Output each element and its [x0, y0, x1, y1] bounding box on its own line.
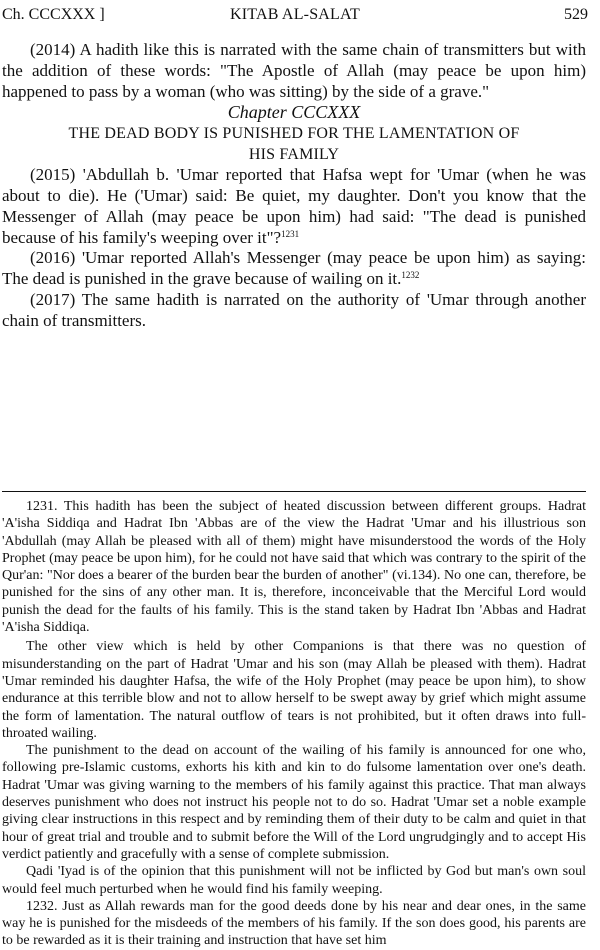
- running-header: [2, 6, 588, 24]
- main-text: [2, 40, 586, 332]
- section-title: THE DEAD BODY IS PUNISHED FOR THE LAMENTATION OF HIS FAMILY: [68, 125, 520, 164]
- footnote-1232-paragraph-1: 1232. Just as Allah rewards man for the good deeds done by his near and dear ones, in the same way he is punished for the misdeeds of the members of his family. If the son does good, his parents are to be rewarded as it is their training and instruction that have set him: [2, 898, 586, 949]
- footnote-ref-1231: 1231: [281, 228, 300, 239]
- hadith-2016: [2, 248, 586, 290]
- footnote-1231-paragraph-4: Qadi 'Iyad is of the opinion that this punishment will not be inflicted by God but man's own soul would feel much perturbed when he would find his family weeping.: [2, 864, 586, 897]
- hadith-2016-text: (2016) 'Umar reported Allah's Messenger (may peace be upon him) as saying: The dead is punished in the grave because of wailing on it.: [2, 248, 586, 289]
- footnote-1231-paragraph-3: The punishment to the dead on account of the wailing of his family is announced for one who, following pre-Islamic customs, exhorts his kith and kin to do fulsome lamentation over one's death. Hadrat 'Umar was giving warning to the members of his family against this practice. That man always deserves punishment who does not instruct his people not to do so. Hadrat 'Umar set a noble example giving clear instructions in this respect and by reminding them of their duty to be calm and quiet in that hour of great trial and trouble and to submit before the Will of the Lord ungrudgingly and to accept His verdict patiently and gracefully with a sense of complete submission.: [2, 743, 586, 862]
- footnote-ref-1232: 1232: [401, 270, 420, 281]
- chapter-heading: Chapter CCCXXX: [227, 102, 361, 123]
- hadith-2015: [2, 165, 586, 248]
- footnotes-section: [2, 491, 586, 950]
- chapter-reference: Ch. CCCXXX ]: [2, 6, 105, 23]
- page-number: 529: [564, 6, 588, 23]
- hadith-2014: (2014) A hadith like this is narrated with the same chain of transmitters but with the addition of these words: "The Apostle of Allah (may peace be upon him) happened to pass by a woman (who was sitting) by the side of a grave.": [2, 40, 586, 101]
- footnote-1231-paragraph-1: 1231. This hadith has been the subject of heated discussion between different groups. Hadrat 'A'isha Siddiqa and Hadrat Ibn 'Abbas are of the view the Hadrat 'Umar and his illustrious son 'Abdullah (may Allah be pleased with all of them) might have misunderstood the words of the Holy Prophet (may peace be upon him), for he could not have said that which was contrary to the spirit of the Qur'an: "Nor does a bearer of the burden bear the burden of another" (vi.134). No one can, therefore, be punished for the sins of any other man. It is, therefore, inconceivable that the Merciful Lord would punish the dead for the faults of his family. This is the stand taken by Hadrat Ibn 'Abbas and Hadrat 'A'isha Siddiqa.: [2, 499, 586, 636]
- book-title: KITAB AL-SALAT: [230, 6, 360, 23]
- footnote-1231-paragraph-2: The other view which is held by other Companions is that there was no question of misunderstanding on the part of Hadrat 'Umar and his son (may Allah be pleased with them). Hadrat 'Umar reminded his daughter Hafsa, the wife of the Holy Prophet (may peace be upon him), to show endurance at this terrible blow and not to allow herself to be swept away by grief which might assume the form of lamentation. The natural outflow of tears is not prohibited, but it often draws into full-throated wailing.: [2, 639, 586, 741]
- hadith-2017: (2017) The same hadith is narrated on the authority of 'Umar through another chain of transmitters.: [2, 289, 586, 330]
- hadith-2015-text: (2015) 'Abdullah b. 'Umar reported that Hafsa wept for 'Umar (when he was about to die). He ('Umar) said: Be quiet, my daughter. Don't you know that the Messenger of Allah (may peace be upon him) had said: "The dead is punished because of his family's weeping over it"?: [2, 165, 586, 247]
